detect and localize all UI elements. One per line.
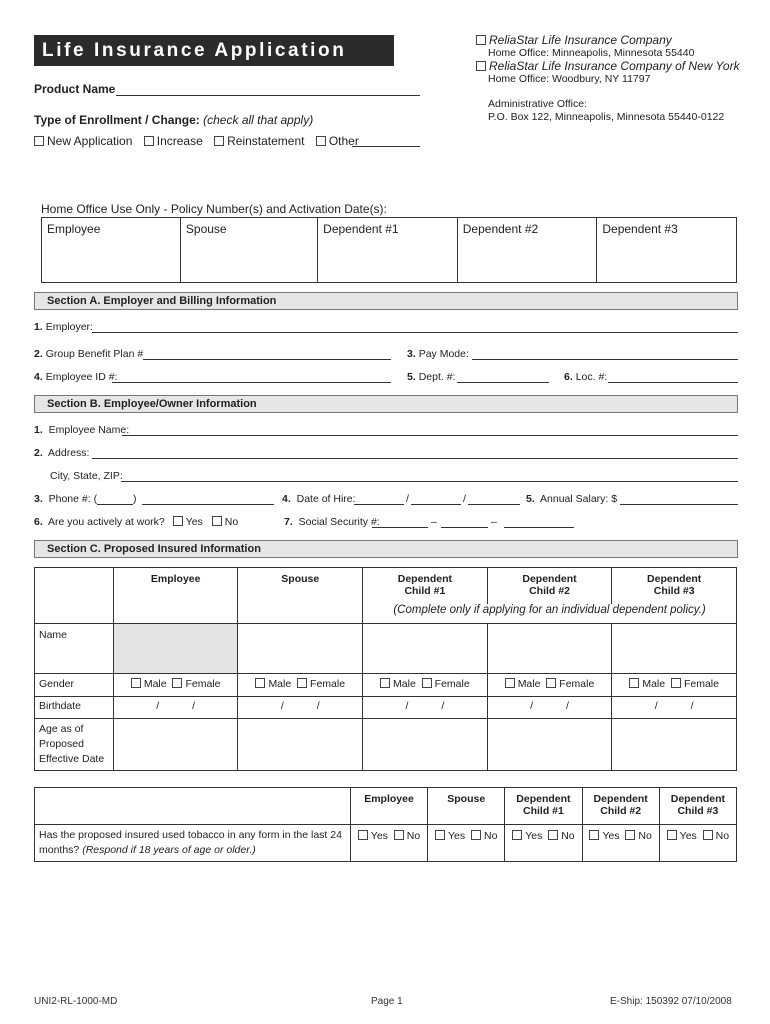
hire-slash-2: / bbox=[463, 493, 466, 505]
phone-paren: ) bbox=[133, 493, 137, 505]
dep1-birthdate-cell[interactable]: / / bbox=[363, 697, 488, 719]
form-title: Life Insurance Application bbox=[34, 35, 394, 66]
section-b-header: Section B. Employee/Owner Information bbox=[34, 395, 738, 413]
salary-field[interactable] bbox=[620, 504, 738, 505]
dep1-male-checkbox[interactable] bbox=[380, 678, 390, 688]
dept-field[interactable] bbox=[457, 382, 549, 383]
employee-name-cell[interactable] bbox=[113, 624, 238, 674]
dep1-male-option[interactable]: Male bbox=[380, 678, 416, 690]
product-name-label: Product Name bbox=[34, 82, 116, 96]
home-office-dependent-1[interactable]: Dependent #1 bbox=[318, 218, 458, 283]
city-state-zip-label: City, State, ZIP: bbox=[50, 470, 123, 482]
spouse-age-cell[interactable] bbox=[238, 719, 363, 771]
tobacco-dep2-no[interactable]: No bbox=[625, 830, 651, 842]
actively-yes-checkbox[interactable] bbox=[173, 516, 183, 526]
row-name-label: Name bbox=[35, 624, 114, 674]
tobacco-dep2-yes-checkbox[interactable] bbox=[589, 830, 599, 840]
actively-at-work-label: Are you actively at work? bbox=[48, 516, 165, 528]
salary-label: 5. Annual Salary: $ bbox=[526, 493, 618, 505]
new-application-checkbox[interactable] bbox=[34, 136, 44, 146]
date-of-hire-label: 4. Date of Hire: bbox=[282, 493, 356, 505]
form-id: UNI2-RL-1000-MD bbox=[34, 996, 118, 1007]
spouse-male-option[interactable]: Male bbox=[255, 678, 291, 690]
company-2 bbox=[476, 59, 740, 73]
tobacco-employee-no[interactable]: No bbox=[394, 830, 420, 842]
group-plan-field[interactable] bbox=[143, 359, 391, 360]
spouse-birthdate-cell[interactable]: / / bbox=[238, 697, 363, 719]
ssn-part-2-field[interactable] bbox=[441, 527, 488, 528]
tobacco-employee-yes[interactable]: Yes bbox=[358, 830, 388, 842]
tobacco-col-dep3: Dependent Child #3 bbox=[659, 788, 736, 825]
hire-day-field[interactable] bbox=[411, 504, 461, 505]
employer-field[interactable] bbox=[92, 332, 738, 333]
home-office-label: Home Office Use Only - Policy Number(s) and Activation Date(s): bbox=[41, 202, 387, 216]
employer-label: 1. Employer: bbox=[34, 321, 93, 333]
actively-at-work: 6. Are you actively at work? Yes No bbox=[34, 516, 239, 528]
dep2-birthdate-cell[interactable]: / / bbox=[487, 697, 612, 719]
actively-no[interactable]: No bbox=[212, 516, 238, 528]
col-spouse-blank bbox=[238, 604, 363, 624]
dep3-female-option[interactable]: Female bbox=[671, 678, 719, 690]
ssn-part-1-field[interactable] bbox=[372, 527, 428, 528]
ssn-dash-2: – bbox=[491, 516, 497, 528]
phone-number-field[interactable] bbox=[142, 504, 274, 505]
company-2-checkbox[interactable] bbox=[476, 61, 486, 71]
tobacco-dep1-cell bbox=[505, 825, 582, 862]
home-office-employee[interactable]: Employee bbox=[42, 218, 181, 283]
dep2-male-checkbox[interactable] bbox=[505, 678, 515, 688]
tobacco-employee-cell bbox=[350, 825, 427, 862]
tobacco-spouse-no-checkbox[interactable] bbox=[471, 830, 481, 840]
employee-female-checkbox[interactable] bbox=[172, 678, 182, 688]
phone-area-field[interactable] bbox=[97, 504, 133, 505]
employee-male-checkbox[interactable] bbox=[131, 678, 141, 688]
tobacco-dep2-no-checkbox[interactable] bbox=[625, 830, 635, 840]
group-plan-label: 2. Group Benefit Plan # bbox=[34, 348, 144, 360]
pay-mode-label: 3. Pay Mode: bbox=[407, 348, 469, 360]
tobacco-question: Has the proposed insured used tobacco in any form in the last 24 months? (Respond if 18 years of age or older.) bbox=[35, 825, 351, 862]
employee-male-option[interactable]: Male bbox=[131, 678, 167, 690]
dep2-female-option[interactable]: Female bbox=[546, 678, 594, 690]
address-label: 2. Address: bbox=[34, 447, 90, 459]
actively-yes[interactable]: Yes bbox=[173, 516, 203, 528]
tobacco-dep2-yes[interactable]: Yes bbox=[589, 830, 619, 842]
spouse-female-option[interactable]: Female bbox=[297, 678, 345, 690]
col-dependent-2: Dependent Child #2 bbox=[487, 568, 612, 604]
col-dependent-1: Dependent Child #1 bbox=[363, 568, 488, 604]
tobacco-col-dep2: Dependent Child #2 bbox=[582, 788, 659, 825]
col-employee-blank bbox=[113, 604, 238, 624]
enrollment-label: Type of Enrollment / Change: bbox=[34, 113, 200, 127]
tobacco-dep3-yes[interactable]: Yes bbox=[667, 830, 697, 842]
ssn-label: 7. Social Security #: bbox=[284, 516, 380, 528]
table-corner bbox=[35, 568, 114, 624]
dept-label: 5. Dept. #: bbox=[407, 371, 456, 383]
section-a-header: Section A. Employer and Billing Information bbox=[34, 292, 738, 310]
spouse-male-checkbox[interactable] bbox=[255, 678, 265, 688]
option-reinstatement[interactable]: Reinstatement bbox=[214, 134, 304, 148]
tobacco-employee-yes-checkbox[interactable] bbox=[358, 830, 368, 840]
employee-birthdate-cell[interactable]: / / bbox=[113, 697, 238, 719]
dep2-age-cell[interactable] bbox=[487, 719, 612, 771]
tobacco-col-dep1: Dependent Child #1 bbox=[505, 788, 582, 825]
tobacco-dep1-yes[interactable]: Yes bbox=[512, 830, 542, 842]
hire-year-field[interactable] bbox=[468, 504, 520, 505]
option-other[interactable]: Other bbox=[316, 134, 359, 148]
company-2-office: Home Office: Woodbury, NY 11797 bbox=[488, 73, 651, 85]
tobacco-corner bbox=[35, 788, 351, 825]
employee-gender-cell bbox=[113, 674, 238, 697]
tobacco-dep1-no[interactable]: No bbox=[548, 830, 574, 842]
other-checkbox[interactable] bbox=[316, 136, 326, 146]
city-state-zip-field[interactable] bbox=[121, 481, 738, 482]
row-birthdate-label: Birthdate bbox=[35, 697, 114, 719]
option-new-application[interactable]: New Application bbox=[34, 134, 132, 148]
dep1-female-option[interactable]: Female bbox=[422, 678, 470, 690]
company-1-checkbox[interactable] bbox=[476, 35, 486, 45]
spouse-female-checkbox[interactable] bbox=[297, 678, 307, 688]
company-1-office: Home Office: Minneapolis, Minnesota 55440 bbox=[488, 47, 695, 59]
loc-label: 6. Loc. #: bbox=[564, 371, 608, 383]
admin-office-address: P.O. Box 122, Minneapolis, Minnesota 55440-0122 bbox=[488, 111, 725, 123]
spouse-name-cell[interactable] bbox=[238, 624, 363, 674]
tobacco-spouse-yes[interactable]: Yes bbox=[435, 830, 465, 842]
employee-female-option[interactable]: Female bbox=[172, 678, 220, 690]
increase-checkbox[interactable] bbox=[144, 136, 154, 146]
employee-id-label: 4. Employee ID #: bbox=[34, 371, 118, 383]
dep3-gender-cell bbox=[612, 674, 737, 697]
dep1-gender-cell bbox=[363, 674, 488, 697]
section-c-header: Section C. Proposed Insured Information bbox=[34, 540, 738, 558]
ssn-dash-1: – bbox=[431, 516, 437, 528]
tobacco-dep1-yes-checkbox[interactable] bbox=[512, 830, 522, 840]
enrollment-hint: (check all that apply) bbox=[203, 113, 314, 127]
home-office-dependent-2[interactable]: Dependent #2 bbox=[457, 218, 597, 283]
tobacco-dep3-cell bbox=[659, 825, 736, 862]
pay-mode-field[interactable] bbox=[472, 359, 738, 360]
loc-field[interactable] bbox=[608, 382, 738, 383]
dependent-note: (Complete only if applying for an individual dependent policy.) bbox=[363, 604, 737, 624]
col-spouse: Spouse bbox=[238, 568, 363, 604]
home-office-spouse[interactable]: Spouse bbox=[180, 218, 317, 283]
employee-age-cell[interactable] bbox=[113, 719, 238, 771]
dep3-age-cell[interactable] bbox=[612, 719, 737, 771]
employee-name-field[interactable] bbox=[122, 435, 738, 436]
dep1-age-cell[interactable] bbox=[363, 719, 488, 771]
dep2-name-cell[interactable] bbox=[487, 624, 612, 674]
product-name-field[interactable] bbox=[116, 95, 420, 96]
eship-date: E-Ship: 150392 07/10/2008 bbox=[610, 996, 732, 1007]
tobacco-dep3-yes-checkbox[interactable] bbox=[667, 830, 677, 840]
phone-label: 3. Phone #: ( bbox=[34, 493, 98, 505]
spouse-gender-cell bbox=[238, 674, 363, 697]
dep2-male-option[interactable]: Male bbox=[505, 678, 541, 690]
home-office-table bbox=[41, 217, 737, 283]
home-office-dependent-3[interactable]: Dependent #3 bbox=[597, 218, 737, 283]
employee-name-label: 1. Employee Name: bbox=[34, 424, 130, 436]
hire-month-field[interactable] bbox=[354, 504, 404, 505]
tobacco-col-spouse: Spouse bbox=[428, 788, 505, 825]
reinstatement-checkbox[interactable] bbox=[214, 136, 224, 146]
tobacco-dep3-no[interactable]: No bbox=[703, 830, 729, 842]
actively-no-checkbox[interactable] bbox=[212, 516, 222, 526]
hire-slash-1: / bbox=[406, 493, 409, 505]
employee-id-field[interactable] bbox=[112, 382, 391, 383]
row-age-label: Age as of Proposed Effective Date bbox=[35, 719, 114, 771]
company-1-name: ReliaStar Life Insurance Company bbox=[489, 33, 672, 47]
ssn-part-3-field[interactable] bbox=[504, 527, 574, 528]
proposed-insured-table bbox=[34, 567, 737, 771]
tobacco-spouse-yes-checkbox[interactable] bbox=[435, 830, 445, 840]
enrollment-heading bbox=[34, 113, 313, 127]
dep1-name-cell[interactable] bbox=[363, 624, 488, 674]
tobacco-spouse-cell bbox=[428, 825, 505, 862]
tobacco-dep1-no-checkbox[interactable] bbox=[548, 830, 558, 840]
tobacco-dep3-no-checkbox[interactable] bbox=[703, 830, 713, 840]
dep3-birthdate-cell[interactable]: / / bbox=[612, 697, 737, 719]
admin-office-label: Administrative Office: bbox=[488, 98, 588, 110]
tobacco-dep2-cell bbox=[582, 825, 659, 862]
company-2-name: ReliaStar Life Insurance Company of New York bbox=[489, 59, 740, 73]
tobacco-employee-no-checkbox[interactable] bbox=[394, 830, 404, 840]
dep1-female-checkbox[interactable] bbox=[422, 678, 432, 688]
col-dependent-3: Dependent Child #3 bbox=[612, 568, 737, 604]
dep3-female-checkbox[interactable] bbox=[671, 678, 681, 688]
dep3-name-cell[interactable] bbox=[612, 624, 737, 674]
row-gender-label: Gender bbox=[35, 674, 114, 697]
other-field[interactable] bbox=[352, 146, 420, 147]
tobacco-spouse-no[interactable]: No bbox=[471, 830, 497, 842]
tobacco-table bbox=[34, 787, 737, 862]
option-increase[interactable]: Increase bbox=[144, 134, 203, 148]
dep2-gender-cell bbox=[487, 674, 612, 697]
dep3-male-option[interactable]: Male bbox=[629, 678, 665, 690]
enrollment-options bbox=[34, 134, 359, 148]
address-field[interactable] bbox=[92, 458, 738, 459]
page-number: Page 1 bbox=[371, 996, 403, 1007]
dep2-female-checkbox[interactable] bbox=[546, 678, 556, 688]
col-employee: Employee bbox=[113, 568, 238, 604]
company-1 bbox=[476, 33, 672, 47]
tobacco-col-employee: Employee bbox=[350, 788, 427, 825]
dep3-male-checkbox[interactable] bbox=[629, 678, 639, 688]
